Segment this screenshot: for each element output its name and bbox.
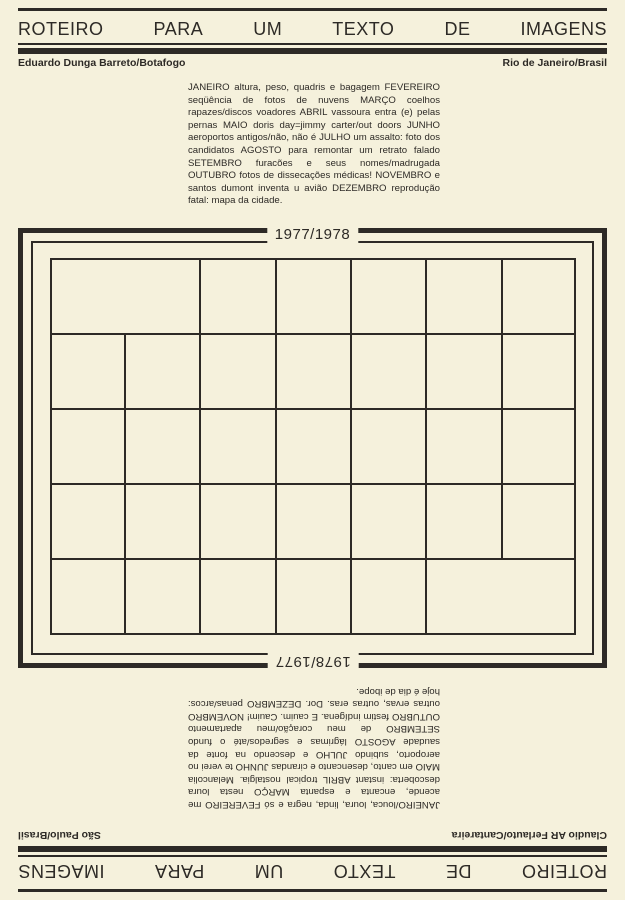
credit-row	[18, 58, 607, 69]
title-word: IMAGENS	[520, 19, 607, 39]
title-word: TEXTO	[332, 19, 395, 39]
title-word: IMAGENS	[18, 861, 105, 881]
grid-col-line	[501, 260, 503, 560]
poem-bottom: JANEIRO/louca, loura, linda, negra e só FEVEREIRO me acende, encanta e espanta MARÇO nesta loura descoberta: instant ABRIL tropical nostalgia. Melancolia MAIO em canto, desencanto e cirandas JUNHO te verei no aeroporto, subindo JULHO e descendo na fonte da saudade AGOSTO lágrimas e segredos/até o fundo SETEMBRO de meu coração/meu apartamento OUTUBRO festim indígena. E cauim. Cauim! NOVEMBRO outras ervas, outras eras. Dor. DEZEMBRO penas/arcos: hoje é dia de ibope.	[188, 685, 440, 810]
grid-col-line	[124, 333, 126, 633]
place-credit: São Paulo/Brasil	[18, 829, 101, 841]
top-title	[18, 20, 607, 38]
title-word: PARA	[153, 19, 204, 39]
grid-row-line	[52, 333, 574, 335]
grid-col-line	[425, 333, 427, 633]
bottom-header	[18, 842, 607, 892]
bottom-rule-upper	[18, 889, 607, 892]
title-word: DE	[445, 861, 472, 881]
top-rule-lower	[18, 48, 607, 54]
title-word: DE	[444, 19, 471, 39]
author-credit: Claudio AR Ferlauto/Cantareira	[451, 829, 607, 841]
author-credit: Eduardo Dunga Barreto/Botafogo	[18, 57, 186, 69]
title-word: PARA	[154, 861, 205, 881]
top-credits	[18, 58, 607, 72]
grid-col-line	[275, 260, 277, 633]
bottom-rule-lower	[18, 846, 607, 852]
title-word: ROTEIRO	[18, 19, 104, 39]
credit-row	[18, 830, 607, 841]
grid-row-line	[52, 483, 574, 485]
poem-top: JANEIRO altura, peso, quadris e bagagem FEVEREIRO seqüência de fotos de nuvens MARÇO coelhos rapazes/discos voadores ABRIL vassoura entra (e) pelas pernas MAIO doris day=jimmy carter/out doors JUNHO aeroportos antigos/não, não é JULHO um assalto: foto dos candidatos AGOSTO para remontar um retrato falado SETEMBRO furacões e seus nomes/madrugada OUTUBRO fotos de dissecações médicas! NOVEMBRO e santos dumont inventa u avião DEZEMBRO reprodução fatal: mapa da cidade.	[188, 82, 440, 207]
place-credit: Rio de Janeiro/Brasil	[502, 57, 607, 69]
bottom-title	[18, 862, 607, 880]
grid-row-line	[52, 408, 574, 410]
grid-col-line	[199, 260, 201, 633]
year-label-top: 1977/1978	[267, 226, 358, 244]
calendar-grid	[50, 258, 576, 635]
year-label-bottom: 1978/1977	[267, 652, 358, 670]
top-header	[18, 8, 607, 58]
grid-row-line	[52, 558, 574, 560]
title-word: TEXTO	[333, 861, 396, 881]
bottom-rule-middle	[18, 855, 607, 857]
title-word: UM	[254, 861, 284, 881]
bottom-credits	[18, 826, 607, 840]
title-word: ROTEIRO	[521, 861, 607, 881]
grid-col-line	[350, 260, 352, 633]
top-rule-upper	[18, 8, 607, 11]
top-rule-middle	[18, 43, 607, 45]
title-word: UM	[253, 19, 283, 39]
calendar-frame	[18, 228, 607, 668]
